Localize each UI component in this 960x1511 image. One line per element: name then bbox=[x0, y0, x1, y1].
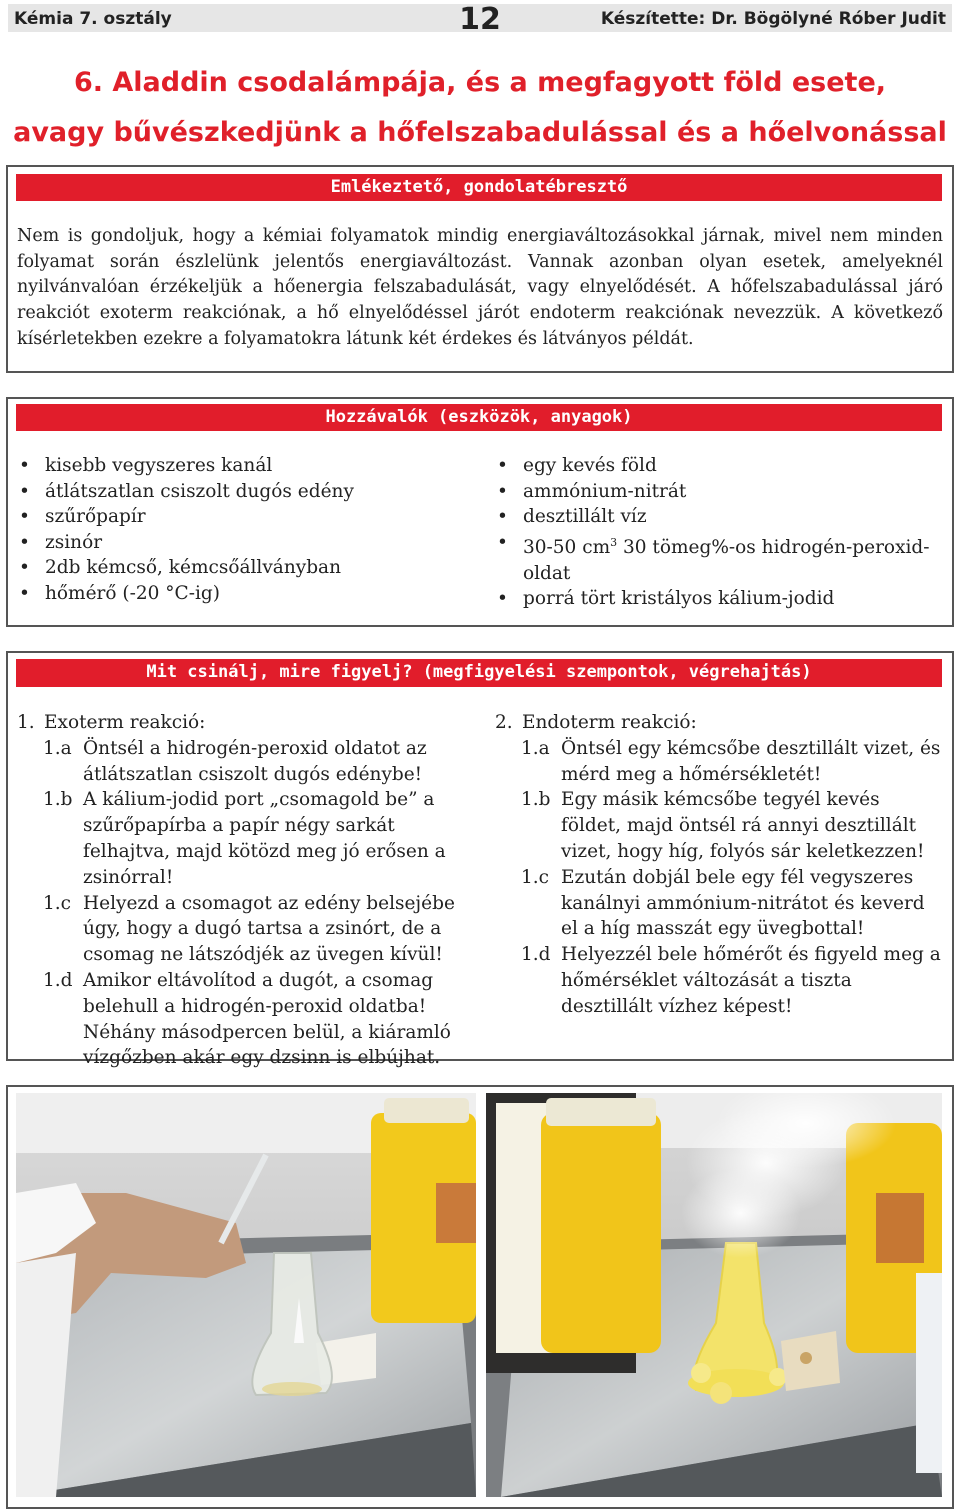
superscript-3: 3 bbox=[610, 535, 618, 549]
procedure-right bbox=[495, 710, 945, 1020]
list-item bbox=[495, 865, 945, 942]
step-text: A kálium-jodid port „csomagold be” a szűrőpapírba a papír négy sarkát felhajtva, majd kötözd meg jó erősen a zsinórral! bbox=[83, 789, 446, 888]
list-item bbox=[17, 736, 472, 788]
list-item bbox=[17, 787, 472, 890]
step-label: 1.d bbox=[521, 944, 551, 966]
author-label: Készítette: Dr. Bögölyné Róber Judit bbox=[600, 9, 946, 29]
list-item bbox=[17, 891, 472, 968]
list-item: • 2db kémcső, kémcsőállványban bbox=[17, 555, 457, 581]
step-number: 2. bbox=[495, 712, 513, 733]
step-label: 1.c bbox=[521, 866, 550, 888]
reminder-text: Nem is gondoljuk, hogy a kémiai folyamatok mindig energiaváltozásokkal járnak, mivel nem minden folyamat során észlelünk jelentős energiaváltozást. Vannak azonban olyan esetek, amelyeknél nyilvánvalóan érzékeljük a hőenergia felszabadulását, vagy elnyelődését. A hőfelszabadulással járó reakciót exoterm reakciónak, a hő elnyelődéssel járót endoterm reakciónak nevezzük. A következő kísérletekben ezekre a folyamatokra látunk két érdekes és látványos példát. bbox=[17, 226, 943, 349]
step-label: 1.a bbox=[521, 737, 550, 759]
list-item: • hőmérő (-20 °C-ig) bbox=[17, 581, 457, 607]
list-item bbox=[495, 530, 935, 586]
step-text: Egy másik kémcsőbe tegyél kevés földet, majd öntsél rá annyi desztillált vizet, hogy híg, folyós sár keletkezzen! bbox=[561, 789, 925, 862]
step-title: Exoterm reakció: bbox=[44, 712, 206, 733]
list-item: • egy kevés föld bbox=[495, 453, 935, 479]
photo-after-reaction bbox=[486, 1093, 942, 1497]
step-label: 1.b bbox=[521, 789, 551, 811]
list-item bbox=[17, 968, 472, 1071]
ingredients-heading: Hozzávalók (eszközök, anyagok) bbox=[16, 404, 942, 431]
procedure-left-title bbox=[17, 710, 472, 736]
step-label: 1.d bbox=[43, 969, 73, 991]
title-line-2: avagy bűvészkedjünk a hőfelszabadulással és a hőelvonással bbox=[13, 117, 947, 148]
volume-unit: 30-50 cm bbox=[523, 536, 611, 558]
step-title: Endoterm reakció: bbox=[522, 712, 697, 733]
list-item: • porrá tört kristályos kálium-jodid bbox=[495, 586, 935, 612]
step-text: Öntsél a hidrogén-peroxid oldatot az átlátszatlan csiszolt dugós edénybe! bbox=[83, 737, 427, 785]
list-item bbox=[495, 787, 945, 864]
ingredients-list-right bbox=[495, 453, 935, 612]
procedure-right-title bbox=[495, 710, 945, 736]
photo-before-reaction bbox=[16, 1093, 476, 1497]
step-label: 1.b bbox=[43, 789, 73, 811]
page-title bbox=[0, 58, 960, 158]
page-number: 12 bbox=[459, 2, 501, 37]
step-text: Ezután dobjál bele egy fél vegyszeres kanálnyi ammónium-nitrátot és keverd el a híg masszát egy üvegbottal! bbox=[561, 866, 925, 940]
list-item: • zsinór bbox=[17, 530, 457, 556]
step-number: 1. bbox=[17, 712, 35, 733]
ingredients-list-left bbox=[17, 453, 457, 607]
course-label: Kémia 7. osztály bbox=[14, 9, 172, 29]
peroxide-text: 30 tömeg%-os hidrogén-peroxid-oldat bbox=[523, 536, 930, 584]
list-item: • szűrőpapír bbox=[17, 504, 457, 530]
list-item: • ammónium-nitrát bbox=[495, 479, 935, 505]
step-text: Öntsél egy kémcsőbe desztillált vizet, és mérd meg a hőmérsékletét! bbox=[561, 737, 941, 785]
step-label: 1.a bbox=[43, 737, 72, 759]
procedure-left bbox=[17, 710, 472, 1071]
step-text: Helyezzél bele hőmérőt és figyeld meg a hőmérséklet változását a tiszta desztillált vízhez képest! bbox=[561, 944, 941, 1017]
step-text: Helyezd a csomagot az edény belsejébe úgy, hogy a dugó tartsa a zsinórt, de a csomag ne látszódjék az üvegen kívül! bbox=[83, 892, 455, 966]
list-item: • desztillált víz bbox=[495, 504, 935, 530]
step-text: Amikor eltávolítod a dugót, a csomag belehull a hidrogén-peroxid oldatba! Néhány másodpercen belül, a kiáramló vízgőzben akár egy dzsinn is elbújhat. bbox=[83, 969, 451, 1069]
title-line-1: 6. Aladdin csodalámpája, és a megfagyott föld esete, bbox=[73, 67, 887, 98]
list-item bbox=[495, 736, 945, 788]
procedure-heading: Mit csinálj, mire figyelj? (megfigyelési szempontok, végrehajtás) bbox=[16, 659, 942, 687]
list-item: • kisebb vegyszeres kanál bbox=[17, 453, 457, 479]
step-label: 1.c bbox=[43, 892, 72, 914]
list-item bbox=[495, 942, 945, 1019]
page-header bbox=[8, 2, 952, 37]
list-item: • átlátszatlan csiszolt dugós edény bbox=[17, 479, 457, 505]
reminder-heading: Emlékeztető, gondolatébresztő bbox=[16, 174, 942, 201]
